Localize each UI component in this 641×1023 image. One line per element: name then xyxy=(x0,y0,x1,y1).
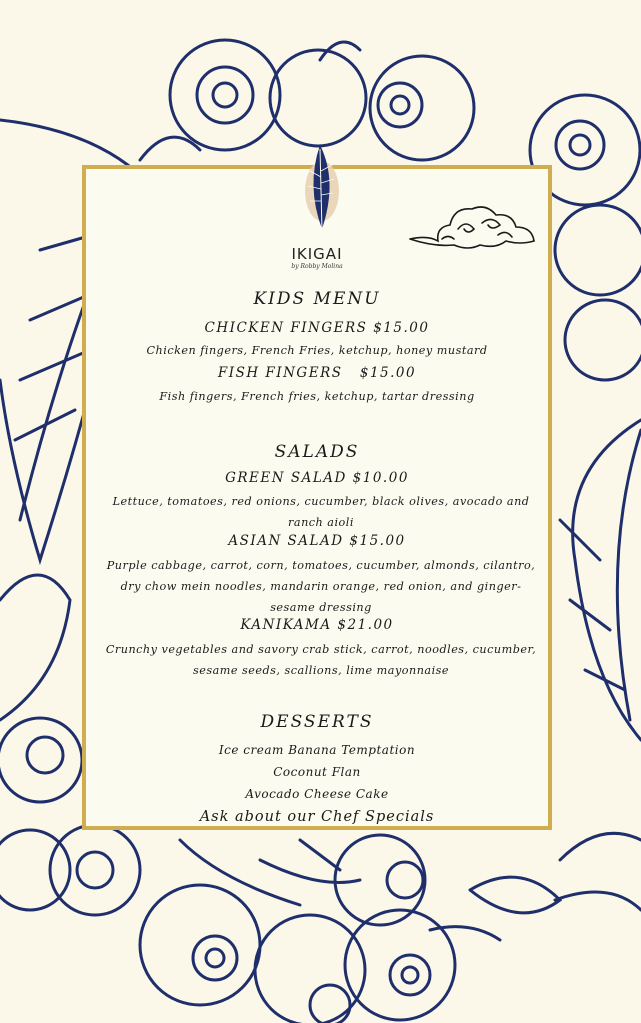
menu-item-title: CHICKEN FINGERS $15.00 xyxy=(204,320,430,336)
menu-item-desc: Chicken fingers, French Fries, ketchup, honey mustard xyxy=(146,344,488,357)
menu-item-desc: Crunchy vegetables and savory crab stick, carrot, noodles, cucumber, sesame seeds, scallions, lime mayonnaise xyxy=(105,643,537,677)
fruit-icon xyxy=(345,910,455,1020)
menu-item-title: KANIKAMA $21.00 xyxy=(240,617,394,633)
menu-item-title: FISH FINGERS $15.00 xyxy=(217,365,417,381)
menu-item-title: GREEN SALAD $10.00 xyxy=(225,470,409,486)
fruit-icon xyxy=(140,885,260,1005)
fruit-icon xyxy=(270,50,366,146)
dessert-item: Coconut Flan xyxy=(273,765,361,779)
salads-heading: SALADS xyxy=(274,442,360,462)
fruit-icon xyxy=(170,40,280,150)
kids-heading: KIDS MENU xyxy=(253,289,381,309)
desserts-heading: DESSERTS xyxy=(260,712,374,732)
menu-item-desc: Purple cabbage, carrot, corn, tomatoes, cucumber, almonds, cilantro, dry chow mein noodles, mandarin orange, red onion, and ginger-sesame dressing xyxy=(106,559,536,614)
feather-icon xyxy=(296,141,346,236)
menu-card xyxy=(82,165,552,830)
dessert-item: Avocado Cheese Cake xyxy=(245,787,389,801)
brand-name: IKIGAI xyxy=(291,245,343,263)
fruit-icon xyxy=(0,718,82,802)
menu-item-desc: Fish fingers, French fries, ketchup, tartar dressing xyxy=(159,390,475,403)
dessert-item: Ice cream Banana Temptation xyxy=(218,743,416,757)
brand-byline: by Robby Molina xyxy=(291,263,343,270)
menu-item-desc: Lettuce, tomatoes, red onions, cucumber, black olives, avocado and ranch aioli xyxy=(112,495,530,529)
menu-item-title: ASIAN SALAD $15.00 xyxy=(228,533,406,549)
chef-specials-note: Ask about our Chef Specials xyxy=(199,809,435,825)
